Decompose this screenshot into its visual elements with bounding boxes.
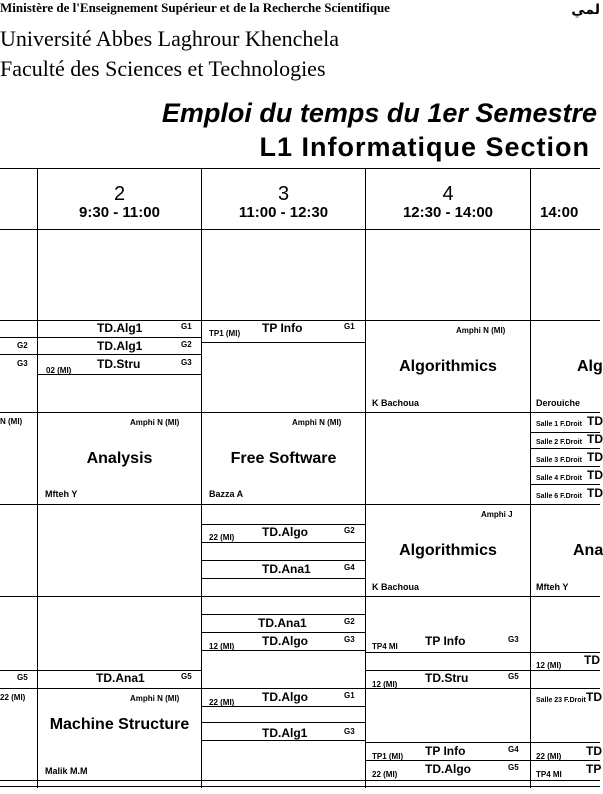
grid-line — [530, 448, 600, 449]
slot-header — [540, 205, 578, 221]
grid-line — [201, 542, 365, 543]
lecture-course: Analysis — [86, 450, 153, 467]
teacher-name: Derouiche — [536, 398, 581, 408]
group-label: G1 — [181, 322, 192, 331]
grid-line — [0, 168, 600, 169]
grid-line — [365, 742, 600, 743]
course-label: TP Info — [262, 321, 303, 335]
grid-line — [201, 578, 365, 579]
course-label: TD — [586, 690, 602, 704]
grid-line — [530, 466, 600, 467]
room-label: Amphi N (MI) — [456, 326, 506, 335]
course-label: TD.Alg1 — [262, 726, 308, 740]
slot-time: 9:30 - 11:00 — [79, 204, 160, 221]
grid-line — [0, 504, 600, 505]
course-label: TD — [586, 744, 602, 758]
course-label: TP Info — [425, 744, 466, 758]
group-label: G4 — [344, 563, 355, 572]
group-label: G4 — [508, 745, 519, 754]
room-label: 22 (MI) — [372, 770, 398, 779]
grid-line — [201, 614, 365, 615]
group-label: G1 — [344, 322, 355, 331]
grid-line — [201, 722, 365, 723]
room-label: 22 (MI) — [0, 693, 26, 702]
lecture-course: Free Software — [230, 450, 337, 467]
group-label: G5 — [508, 672, 519, 681]
group-label: G3 — [508, 635, 519, 644]
course-label: TD.Ana1 — [96, 671, 145, 685]
slot-time: 12:30 - 14:00 — [402, 204, 494, 221]
course-label: TD.Alg1 — [97, 339, 143, 353]
teacher-name: Mfteh Y — [536, 582, 569, 592]
lecture-course: Alg — [577, 358, 603, 375]
group-label: G2 — [344, 526, 355, 535]
grid-line — [530, 484, 600, 485]
grid-line — [0, 354, 201, 355]
room-label: Salle 3 F.Droit — [536, 457, 582, 464]
teacher-name: Malik M.M — [45, 766, 88, 776]
group-label: G5 — [181, 672, 192, 681]
slot-header — [202, 184, 365, 221]
room-label: N (MI) — [0, 417, 23, 426]
grid-line — [0, 412, 600, 413]
ministry-line: Ministère de l'Enseignement Supérieur et de la Recherche Scientifique — [0, 0, 390, 15]
group-label: G2 — [17, 341, 28, 350]
course-label: TD — [587, 468, 603, 482]
room-label: Amphi N (MI) — [130, 694, 180, 703]
grid-line — [37, 168, 38, 788]
group-label: G5 — [17, 673, 28, 682]
arabic-header: لمي — [571, 2, 600, 18]
grid-line — [201, 632, 365, 633]
course-label: TD — [584, 653, 600, 667]
slot-number: 4 — [442, 183, 454, 205]
teacher-name: Mfteh Y — [45, 489, 78, 499]
teacher-name: Bazza A — [209, 489, 244, 499]
course-label: TD.Ana1 — [258, 616, 307, 630]
course-label: TP Info — [425, 634, 466, 648]
slot-time: 11:00 - 12:30 — [238, 204, 329, 221]
grid-line — [0, 780, 600, 781]
room-label: Salle 2 F.Droit — [536, 439, 582, 446]
lecture-course: Machine Structure — [49, 716, 190, 733]
grid-line — [201, 560, 365, 561]
room-label: Salle 4 F.Droit — [536, 475, 582, 482]
course-label: TD.Stru — [97, 357, 141, 371]
teacher-name: K Bachoua — [372, 398, 420, 408]
lecture-course: Ana — [573, 542, 603, 559]
course-label: TD.Stru — [425, 671, 469, 685]
grid-line — [201, 168, 202, 788]
faculty-name: Faculté des Sciences et Technologies — [0, 56, 326, 81]
course-label: TD — [587, 450, 603, 464]
grid-line — [530, 670, 600, 671]
grid-line — [0, 337, 201, 338]
course-label: TD.Algo — [425, 762, 471, 776]
grid-line — [0, 229, 600, 230]
grid-line — [365, 168, 366, 788]
room-label: Salle 1 F.Droit — [536, 421, 582, 428]
group-label: G5 — [508, 763, 519, 772]
course-label: TD.Ana1 — [262, 562, 311, 576]
teacher-name: K Bachoua — [372, 582, 420, 592]
grid-line — [201, 740, 365, 741]
room-label: TP1 (MI) — [209, 329, 241, 338]
page-title: Emploi du temps du 1er Semestre — [161, 98, 597, 128]
room-label: 12 (MI) — [372, 680, 398, 689]
slot-number: 3 — [277, 183, 290, 205]
grid-line — [201, 342, 365, 343]
grid-line — [0, 596, 600, 597]
room-label: Amphi N (MI) — [130, 418, 180, 427]
group-label: G2 — [344, 617, 355, 626]
room-label: Salle 6 F.Droit — [536, 493, 582, 500]
group-label: G3 — [181, 358, 192, 367]
course-label: TD — [587, 486, 603, 500]
room-label: 12 (MI) — [536, 661, 562, 670]
group-label: G3 — [17, 359, 28, 368]
room-label: 02 (MI) — [46, 366, 72, 375]
slot-time: 14:00 — [540, 204, 579, 221]
room-label: Amphi N (MI) — [292, 418, 342, 427]
room-label: Salle 23 F.Droit — [536, 697, 586, 704]
page-subtitle: L1 Informatique Section — [259, 132, 590, 162]
course-label: TP — [586, 762, 602, 776]
room-label: 22 (MI) — [536, 752, 562, 761]
lecture-course: Algorithmics — [399, 358, 497, 375]
lecture-course: Algorithmics — [399, 542, 497, 559]
course-label: TD.Algo — [262, 525, 308, 539]
grid-line — [0, 786, 600, 787]
course-label: TD — [587, 414, 603, 428]
slot-header — [366, 184, 530, 221]
room-label: 22 (MI) — [209, 698, 235, 707]
course-label: TD.Alg1 — [97, 321, 143, 335]
slot-header — [38, 184, 201, 221]
room-label: Amphi J — [481, 510, 513, 519]
group-label: G3 — [344, 727, 355, 736]
slot-number: 2 — [113, 183, 126, 205]
room-label: TP4 MI — [372, 642, 398, 651]
grid-line — [0, 688, 600, 689]
room-label: TP1 (MI) — [372, 752, 404, 761]
university-name: Université Abbes Laghrour Khenchela — [0, 26, 340, 51]
group-label: G2 — [181, 340, 192, 349]
grid-line — [365, 652, 600, 653]
room-label: 12 (MI) — [209, 642, 235, 651]
course-label: TD — [587, 432, 603, 446]
room-label: 22 (MI) — [209, 533, 235, 542]
group-label: G3 — [344, 635, 355, 644]
group-label: G1 — [344, 691, 355, 700]
room-label: TP4 MI — [536, 770, 562, 779]
course-label: TD.Algo — [262, 634, 308, 648]
grid-line — [530, 168, 531, 788]
course-label: TD.Algo — [262, 690, 308, 704]
